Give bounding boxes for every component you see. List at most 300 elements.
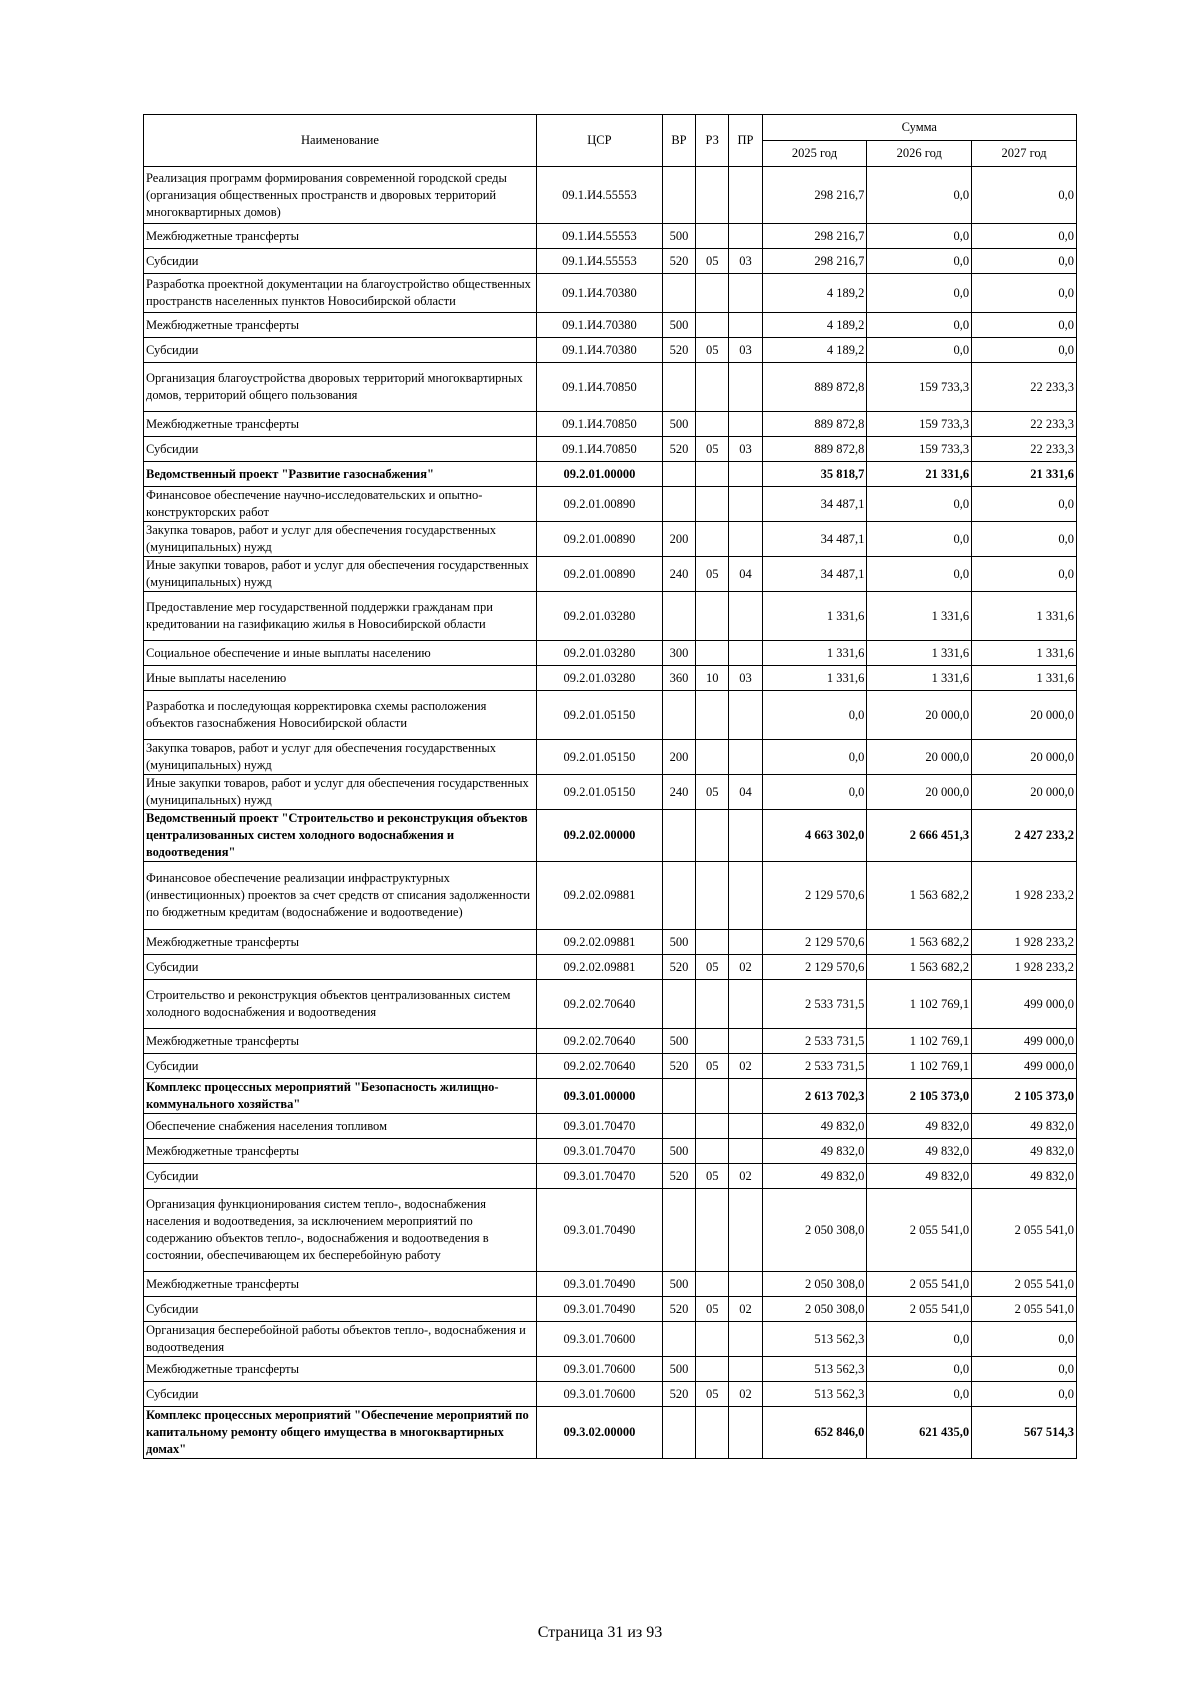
- row-name: Субсидии: [144, 955, 537, 980]
- row-amount-2027: 2 055 541,0: [972, 1297, 1077, 1322]
- row-amount-2026: 1 102 769,1: [867, 980, 972, 1029]
- row-name: Межбюджетные трансферты: [144, 1272, 537, 1297]
- row-name: Субсидии: [144, 1297, 537, 1322]
- row-amount-2026: 1 331,6: [867, 666, 972, 691]
- row-rz: [696, 1272, 729, 1297]
- row-pr: 03: [729, 338, 762, 363]
- table-row: [144, 955, 1077, 980]
- table-row: [144, 1297, 1077, 1322]
- row-vr: 500: [662, 1139, 695, 1164]
- row-csr: 09.3.01.70490: [536, 1297, 662, 1322]
- row-amount-2025: 49 832,0: [762, 1164, 867, 1189]
- row-rz: [696, 1114, 729, 1139]
- row-vr: [662, 1079, 695, 1114]
- row-csr: 09.2.01.00890: [536, 487, 662, 522]
- row-name: Организация бесперебойной работы объектов тепло-, водоснабжения и водоотведения: [144, 1322, 537, 1357]
- row-pr: [729, 224, 762, 249]
- table-row: [144, 167, 1077, 224]
- row-amount-2025: 2 533 731,5: [762, 980, 867, 1029]
- row-amount-2026: 0,0: [867, 1382, 972, 1407]
- row-csr: 09.3.01.70470: [536, 1114, 662, 1139]
- row-name: Ведомственный проект "Развитие газоснабжения": [144, 462, 537, 487]
- row-name: Межбюджетные трансферты: [144, 313, 537, 338]
- row-csr: 09.2.01.00000: [536, 462, 662, 487]
- row-amount-2026: 20 000,0: [867, 740, 972, 775]
- row-pr: [729, 274, 762, 313]
- row-rz: 05: [696, 775, 729, 810]
- row-amount-2026: 2 105 373,0: [867, 1079, 972, 1114]
- row-pr: 03: [729, 249, 762, 274]
- row-amount-2025: 2 050 308,0: [762, 1272, 867, 1297]
- row-amount-2026: 0,0: [867, 1322, 972, 1357]
- row-amount-2027: 21 331,6: [972, 462, 1077, 487]
- row-name: Субсидии: [144, 338, 537, 363]
- row-amount-2027: 22 233,3: [972, 437, 1077, 462]
- row-amount-2027: 1 928 233,2: [972, 955, 1077, 980]
- table-row: [144, 1164, 1077, 1189]
- row-vr: 500: [662, 313, 695, 338]
- row-rz: [696, 740, 729, 775]
- row-csr: 09.1.И4.70850: [536, 437, 662, 462]
- row-pr: 02: [729, 1164, 762, 1189]
- row-name: Субсидии: [144, 1164, 537, 1189]
- row-csr: 09.1.И4.55553: [536, 167, 662, 224]
- row-vr: 200: [662, 522, 695, 557]
- table-row: [144, 462, 1077, 487]
- row-vr: 500: [662, 930, 695, 955]
- row-rz: [696, 1357, 729, 1382]
- row-amount-2025: 49 832,0: [762, 1139, 867, 1164]
- row-name: Межбюджетные трансферты: [144, 1139, 537, 1164]
- row-amount-2027: 1 331,6: [972, 666, 1077, 691]
- row-pr: [729, 412, 762, 437]
- row-csr: 09.2.02.09881: [536, 955, 662, 980]
- row-vr: 240: [662, 775, 695, 810]
- row-amount-2026: 2 055 541,0: [867, 1272, 972, 1297]
- row-name: Межбюджетные трансферты: [144, 1029, 537, 1054]
- row-amount-2026: 1 102 769,1: [867, 1054, 972, 1079]
- row-vr: 500: [662, 1272, 695, 1297]
- row-pr: [729, 522, 762, 557]
- table-row: [144, 666, 1077, 691]
- row-csr: 09.2.01.03280: [536, 592, 662, 641]
- row-amount-2025: 298 216,7: [762, 249, 867, 274]
- row-amount-2027: 49 832,0: [972, 1114, 1077, 1139]
- table-row: [144, 1189, 1077, 1272]
- row-vr: [662, 691, 695, 740]
- row-amount-2025: 2 533 731,5: [762, 1054, 867, 1079]
- row-amount-2026: 1 563 682,2: [867, 862, 972, 930]
- row-csr: 09.2.02.70640: [536, 1029, 662, 1054]
- row-vr: 240: [662, 557, 695, 592]
- row-amount-2027: 0,0: [972, 274, 1077, 313]
- table-row: [144, 641, 1077, 666]
- row-amount-2026: 1 331,6: [867, 592, 972, 641]
- row-amount-2026: 0,0: [867, 167, 972, 224]
- row-rz: [696, 592, 729, 641]
- row-amount-2025: 889 872,8: [762, 363, 867, 412]
- row-rz: [696, 930, 729, 955]
- row-rz: [696, 462, 729, 487]
- row-csr: 09.1.И4.70380: [536, 313, 662, 338]
- row-amount-2025: 2 129 570,6: [762, 930, 867, 955]
- table-row: [144, 224, 1077, 249]
- row-pr: 03: [729, 437, 762, 462]
- row-csr: 09.3.01.70600: [536, 1357, 662, 1382]
- row-name: Иные закупки товаров, работ и услуг для обеспечения государственных (муниципальных) нужд: [144, 775, 537, 810]
- row-amount-2027: 2 105 373,0: [972, 1079, 1077, 1114]
- row-amount-2027: 22 233,3: [972, 363, 1077, 412]
- row-amount-2026: 159 733,3: [867, 437, 972, 462]
- table-row: [144, 980, 1077, 1029]
- row-amount-2025: 298 216,7: [762, 167, 867, 224]
- row-rz: 05: [696, 249, 729, 274]
- table-row: [144, 249, 1077, 274]
- row-pr: 02: [729, 1054, 762, 1079]
- row-csr: 09.1.И4.55553: [536, 224, 662, 249]
- row-csr: 09.2.02.70640: [536, 1054, 662, 1079]
- row-pr: [729, 641, 762, 666]
- row-csr: 09.3.01.70600: [536, 1382, 662, 1407]
- row-amount-2027: 1 331,6: [972, 641, 1077, 666]
- table-row: [144, 1139, 1077, 1164]
- row-amount-2025: 4 663 302,0: [762, 810, 867, 862]
- row-csr: 09.3.01.00000: [536, 1079, 662, 1114]
- row-amount-2027: 2 055 541,0: [972, 1272, 1077, 1297]
- table-row: [144, 691, 1077, 740]
- row-vr: 520: [662, 1164, 695, 1189]
- row-amount-2026: 20 000,0: [867, 775, 972, 810]
- row-amount-2027: 1 928 233,2: [972, 930, 1077, 955]
- row-vr: 500: [662, 1029, 695, 1054]
- table-row: [144, 1272, 1077, 1297]
- table-row: [144, 862, 1077, 930]
- row-vr: [662, 980, 695, 1029]
- row-vr: 500: [662, 412, 695, 437]
- row-amount-2026: 20 000,0: [867, 691, 972, 740]
- row-amount-2026: 21 331,6: [867, 462, 972, 487]
- page-number: Страница 31 из 93: [537, 1624, 663, 1641]
- row-amount-2027: 0,0: [972, 522, 1077, 557]
- row-amount-2027: 0,0: [972, 1322, 1077, 1357]
- row-name: Закупка товаров, работ и услуг для обеспечения государственных (муниципальных) нужд: [144, 522, 537, 557]
- row-amount-2026: 1 331,6: [867, 641, 972, 666]
- row-amount-2026: 0,0: [867, 274, 972, 313]
- row-name: Межбюджетные трансферты: [144, 1357, 537, 1382]
- row-amount-2026: 1 563 682,2: [867, 930, 972, 955]
- table-body: [144, 167, 1077, 1459]
- row-name: Разработка и последующая корректировка схемы расположения объектов газоснабжения Новосибирской области: [144, 691, 537, 740]
- row-vr: [662, 1322, 695, 1357]
- row-vr: [662, 1189, 695, 1272]
- row-rz: [696, 1029, 729, 1054]
- table-row: [144, 338, 1077, 363]
- row-csr: 09.3.02.00000: [536, 1407, 662, 1459]
- row-pr: [729, 1407, 762, 1459]
- table-row: [144, 592, 1077, 641]
- table-row: [144, 740, 1077, 775]
- row-amount-2025: 2 613 702,3: [762, 1079, 867, 1114]
- row-pr: [729, 1357, 762, 1382]
- table-row: [144, 363, 1077, 412]
- row-amount-2027: 499 000,0: [972, 980, 1077, 1029]
- row-name: Организация функционирования систем тепло-, водоснабжения населения и водоотведения, за исключением мероприятий по содержанию объектов тепло-, водоснабжения и водоотведения в состоянии, обеспечивающем их бесперебойную работу: [144, 1189, 537, 1272]
- row-csr: 09.2.01.03280: [536, 641, 662, 666]
- row-csr: 09.2.02.09881: [536, 930, 662, 955]
- row-rz: [696, 862, 729, 930]
- row-vr: 520: [662, 1382, 695, 1407]
- row-pr: 02: [729, 1382, 762, 1407]
- row-vr: 500: [662, 1357, 695, 1382]
- row-csr: 09.2.01.05150: [536, 740, 662, 775]
- row-vr: 520: [662, 437, 695, 462]
- row-pr: [729, 1139, 762, 1164]
- table-header: [144, 115, 1077, 167]
- row-csr: 09.3.01.70470: [536, 1139, 662, 1164]
- row-rz: [696, 1189, 729, 1272]
- row-amount-2026: 621 435,0: [867, 1407, 972, 1459]
- row-rz: [696, 1407, 729, 1459]
- table-row: [144, 1322, 1077, 1357]
- row-amount-2026: 1 563 682,2: [867, 955, 972, 980]
- row-csr: 09.3.01.70490: [536, 1272, 662, 1297]
- table-row: [144, 487, 1077, 522]
- row-amount-2025: 2 050 308,0: [762, 1297, 867, 1322]
- table-row: [144, 1407, 1077, 1459]
- row-amount-2027: 20 000,0: [972, 740, 1077, 775]
- row-rz: 05: [696, 1054, 729, 1079]
- row-amount-2027: 499 000,0: [972, 1054, 1077, 1079]
- table-row: [144, 1382, 1077, 1407]
- row-rz: [696, 810, 729, 862]
- row-amount-2027: 0,0: [972, 313, 1077, 338]
- row-amount-2026: 49 832,0: [867, 1164, 972, 1189]
- row-rz: [696, 313, 729, 338]
- row-amount-2027: 567 514,3: [972, 1407, 1077, 1459]
- row-amount-2027: 0,0: [972, 1357, 1077, 1382]
- row-rz: 05: [696, 1164, 729, 1189]
- row-amount-2026: 1 102 769,1: [867, 1029, 972, 1054]
- row-csr: 09.2.01.05150: [536, 775, 662, 810]
- row-vr: 200: [662, 740, 695, 775]
- row-amount-2027: 0,0: [972, 224, 1077, 249]
- row-rz: 10: [696, 666, 729, 691]
- row-csr: 09.2.01.03280: [536, 666, 662, 691]
- row-csr: 09.1.И4.55553: [536, 249, 662, 274]
- row-amount-2026: 0,0: [867, 557, 972, 592]
- row-amount-2025: 2 129 570,6: [762, 955, 867, 980]
- row-amount-2025: 2 533 731,5: [762, 1029, 867, 1054]
- row-name: Социальное обеспечение и иные выплаты населению: [144, 641, 537, 666]
- row-rz: [696, 522, 729, 557]
- row-pr: [729, 1189, 762, 1272]
- header-year-2025: 2025 год: [762, 141, 867, 167]
- row-pr: 03: [729, 666, 762, 691]
- row-pr: [729, 930, 762, 955]
- row-vr: 520: [662, 1297, 695, 1322]
- row-name: Субсидии: [144, 437, 537, 462]
- header-pr: ПР: [729, 115, 762, 167]
- row-amount-2025: 0,0: [762, 740, 867, 775]
- row-name: Субсидии: [144, 1382, 537, 1407]
- header-sum: Сумма: [762, 115, 1076, 141]
- row-amount-2025: 34 487,1: [762, 522, 867, 557]
- row-pr: [729, 740, 762, 775]
- row-name: Межбюджетные трансферты: [144, 224, 537, 249]
- row-amount-2027: 20 000,0: [972, 691, 1077, 740]
- row-amount-2025: 34 487,1: [762, 557, 867, 592]
- row-csr: 09.2.01.05150: [536, 691, 662, 740]
- table-row: [144, 1054, 1077, 1079]
- row-csr: 09.3.01.70470: [536, 1164, 662, 1189]
- row-name: Межбюджетные трансферты: [144, 930, 537, 955]
- row-amount-2026: 0,0: [867, 224, 972, 249]
- row-rz: [696, 167, 729, 224]
- row-name: Иные закупки товаров, работ и услуг для обеспечения государственных (муниципальных) нужд: [144, 557, 537, 592]
- row-vr: 360: [662, 666, 695, 691]
- row-amount-2025: 889 872,8: [762, 412, 867, 437]
- row-amount-2025: 889 872,8: [762, 437, 867, 462]
- row-amount-2026: 0,0: [867, 249, 972, 274]
- row-rz: [696, 363, 729, 412]
- row-rz: 05: [696, 1297, 729, 1322]
- row-pr: 02: [729, 955, 762, 980]
- row-vr: 500: [662, 224, 695, 249]
- row-name: Предоставление мер государственной поддержки гражданам при кредитовании на газификацию жилья в Новосибирской области: [144, 592, 537, 641]
- row-rz: [696, 487, 729, 522]
- row-amount-2027: 22 233,3: [972, 412, 1077, 437]
- row-pr: [729, 462, 762, 487]
- row-name: Ведомственный проект "Строительство и реконструкция объектов централизованных систем холодного водоснабжения и водоотведения": [144, 810, 537, 862]
- row-pr: 04: [729, 557, 762, 592]
- row-vr: 520: [662, 338, 695, 363]
- table-row: [144, 1079, 1077, 1114]
- row-rz: [696, 980, 729, 1029]
- row-amount-2026: 0,0: [867, 338, 972, 363]
- row-amount-2026: 159 733,3: [867, 363, 972, 412]
- row-amount-2025: 0,0: [762, 691, 867, 740]
- row-amount-2027: 49 832,0: [972, 1164, 1077, 1189]
- row-name: Финансовое обеспечение научно-исследовательских и опытно-конструкторских работ: [144, 487, 537, 522]
- row-amount-2025: 2 129 570,6: [762, 862, 867, 930]
- table-row: [144, 313, 1077, 338]
- row-vr: [662, 862, 695, 930]
- row-amount-2025: 298 216,7: [762, 224, 867, 249]
- row-amount-2027: 1 331,6: [972, 592, 1077, 641]
- row-amount-2025: 652 846,0: [762, 1407, 867, 1459]
- header-name: Наименование: [144, 115, 537, 167]
- row-pr: [729, 691, 762, 740]
- row-amount-2025: 1 331,6: [762, 641, 867, 666]
- row-amount-2026: 159 733,3: [867, 412, 972, 437]
- row-rz: [696, 412, 729, 437]
- row-amount-2025: 1 331,6: [762, 666, 867, 691]
- table-row: [144, 437, 1077, 462]
- row-amount-2027: 0,0: [972, 249, 1077, 274]
- row-amount-2025: 34 487,1: [762, 487, 867, 522]
- row-csr: 09.2.01.00890: [536, 522, 662, 557]
- row-amount-2027: 49 832,0: [972, 1139, 1077, 1164]
- row-csr: 09.1.И4.70850: [536, 412, 662, 437]
- row-amount-2025: 513 562,3: [762, 1357, 867, 1382]
- row-pr: [729, 862, 762, 930]
- table-row: [144, 557, 1077, 592]
- row-amount-2025: 1 331,6: [762, 592, 867, 641]
- row-vr: [662, 810, 695, 862]
- row-amount-2025: 2 050 308,0: [762, 1189, 867, 1272]
- row-amount-2025: 4 189,2: [762, 274, 867, 313]
- row-rz: [696, 691, 729, 740]
- row-csr: 09.3.01.70490: [536, 1189, 662, 1272]
- row-amount-2027: 0,0: [972, 557, 1077, 592]
- row-rz: 05: [696, 437, 729, 462]
- row-vr: [662, 363, 695, 412]
- row-csr: 09.2.01.00890: [536, 557, 662, 592]
- row-rz: [696, 224, 729, 249]
- row-amount-2026: 0,0: [867, 1357, 972, 1382]
- row-name: Межбюджетные трансферты: [144, 412, 537, 437]
- row-name: Реализация программ формирования современной городской среды (организация общественных пространств и дворовых территорий многоквартирных домов): [144, 167, 537, 224]
- row-name: Субсидии: [144, 249, 537, 274]
- row-amount-2026: 49 832,0: [867, 1139, 972, 1164]
- row-csr: 09.1.И4.70850: [536, 363, 662, 412]
- row-vr: [662, 274, 695, 313]
- header-csr: ЦСР: [536, 115, 662, 167]
- row-pr: [729, 1029, 762, 1054]
- row-pr: 02: [729, 1297, 762, 1322]
- row-pr: [729, 810, 762, 862]
- row-pr: [729, 313, 762, 338]
- header-year-2026: 2026 год: [867, 141, 972, 167]
- row-name: Обеспечение снабжения населения топливом: [144, 1114, 537, 1139]
- row-vr: 520: [662, 249, 695, 274]
- row-amount-2027: 499 000,0: [972, 1029, 1077, 1054]
- row-amount-2027: 2 055 541,0: [972, 1189, 1077, 1272]
- table-row: [144, 412, 1077, 437]
- row-name: Закупка товаров, работ и услуг для обеспечения государственных (муниципальных) нужд: [144, 740, 537, 775]
- row-rz: 05: [696, 955, 729, 980]
- row-rz: [696, 641, 729, 666]
- row-vr: 520: [662, 1054, 695, 1079]
- row-rz: [696, 1079, 729, 1114]
- table-row: [144, 810, 1077, 862]
- row-amount-2025: 4 189,2: [762, 313, 867, 338]
- row-vr: [662, 592, 695, 641]
- row-vr: 520: [662, 955, 695, 980]
- row-name: Комплекс процессных мероприятий "Обеспечение мероприятий по капитальному ремонту общего имущества в многоквартирных домах": [144, 1407, 537, 1459]
- row-pr: [729, 1322, 762, 1357]
- row-amount-2026: 2 055 541,0: [867, 1297, 972, 1322]
- table-row: [144, 1029, 1077, 1054]
- header-rz: РЗ: [696, 115, 729, 167]
- row-amount-2027: 2 427 233,2: [972, 810, 1077, 862]
- row-vr: [662, 487, 695, 522]
- row-pr: 04: [729, 775, 762, 810]
- row-amount-2025: 0,0: [762, 775, 867, 810]
- table-row: [144, 775, 1077, 810]
- row-amount-2026: 0,0: [867, 522, 972, 557]
- row-csr: 09.2.02.70640: [536, 980, 662, 1029]
- row-amount-2027: 0,0: [972, 338, 1077, 363]
- row-vr: [662, 1407, 695, 1459]
- table-row: [144, 1357, 1077, 1382]
- row-pr: [729, 487, 762, 522]
- table-row: [144, 274, 1077, 313]
- row-vr: 300: [662, 641, 695, 666]
- row-name: Комплекс процессных мероприятий "Безопасность жилищно-коммунального хозяйства": [144, 1079, 537, 1114]
- row-name: Разработка проектной документации на благоустройство общественных пространств населенных пунктов Новосибирской области: [144, 274, 537, 313]
- row-rz: 05: [696, 338, 729, 363]
